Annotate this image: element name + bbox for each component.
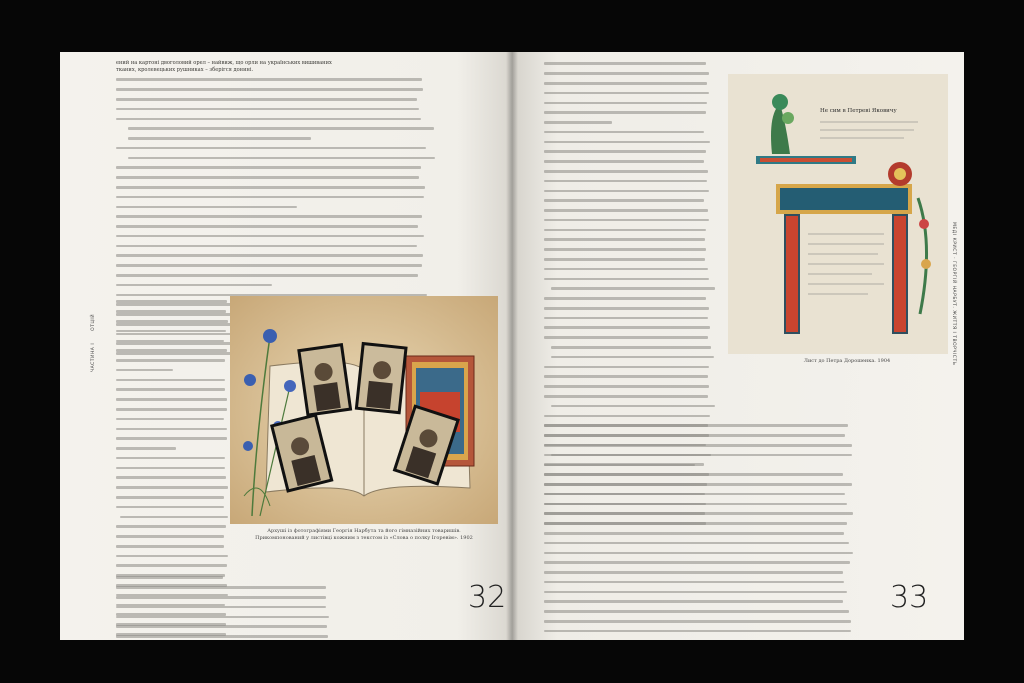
text-line — [116, 98, 428, 105]
text-line — [116, 320, 228, 327]
text-line — [544, 552, 854, 559]
text-line — [544, 229, 710, 236]
text-line — [544, 92, 710, 99]
text-line — [544, 424, 854, 431]
text-line — [544, 160, 710, 167]
text-line — [116, 635, 332, 640]
text-line — [116, 176, 428, 183]
left-running-head — [91, 314, 96, 372]
text-line — [544, 190, 710, 197]
text-line — [544, 532, 854, 539]
text-line — [544, 219, 710, 226]
text-line — [544, 336, 710, 343]
text-line — [544, 522, 854, 529]
text-line — [116, 525, 228, 532]
text-line — [544, 258, 710, 265]
text-line — [544, 620, 854, 627]
text-line — [116, 447, 228, 454]
text-line — [116, 555, 228, 562]
text-line — [116, 108, 428, 115]
runner-section: ЧАСТИНА I — [91, 342, 96, 372]
text-line — [116, 235, 428, 242]
text-line — [116, 284, 428, 291]
left-page — [60, 52, 512, 640]
text-line — [116, 596, 332, 603]
text-line — [544, 287, 710, 294]
text-line — [544, 248, 710, 255]
text-line — [544, 199, 710, 206]
letter-illustration — [728, 74, 948, 354]
text-line — [544, 209, 710, 216]
text-line — [116, 254, 428, 261]
right-page — [512, 52, 964, 640]
magazine-spread — [60, 52, 964, 640]
text-line — [116, 206, 428, 213]
text-line — [544, 278, 710, 285]
text-line — [116, 196, 428, 203]
text-line — [544, 111, 710, 118]
text-line — [116, 310, 228, 317]
text-line — [116, 388, 228, 395]
text-line — [544, 170, 710, 177]
text-line — [116, 428, 228, 435]
text-line — [116, 349, 228, 356]
text-line — [116, 274, 428, 281]
text-line — [544, 366, 710, 373]
text-line — [544, 180, 710, 187]
letter-caption: Лист до Петра Дорошенка. 1904 — [803, 358, 891, 364]
text-line — [544, 141, 710, 148]
right-body-text-bottom — [544, 422, 854, 640]
text-line — [116, 467, 228, 474]
text-line — [544, 591, 854, 598]
left-opening-text — [116, 60, 428, 75]
text-line — [116, 616, 332, 623]
text-line — [544, 238, 710, 245]
text-line — [116, 369, 228, 376]
text-line — [116, 300, 228, 307]
text-line — [544, 317, 710, 324]
text-line — [544, 326, 710, 333]
text-line — [116, 157, 428, 164]
text-line — [116, 359, 228, 366]
text-line — [544, 72, 710, 79]
text-line — [544, 131, 710, 138]
text-line — [116, 516, 228, 523]
text-line — [116, 379, 228, 386]
text-line — [116, 245, 428, 252]
text-line — [544, 571, 854, 578]
text-line — [116, 118, 428, 125]
text-line — [116, 147, 428, 154]
text-line — [544, 395, 710, 402]
text-line — [116, 606, 332, 613]
text-line — [544, 375, 710, 382]
text-line — [116, 586, 332, 593]
portrait-photo-1 — [297, 343, 352, 417]
text-line — [544, 62, 710, 69]
text-line — [544, 503, 854, 510]
text-line — [116, 88, 428, 95]
text-line — [544, 454, 854, 461]
text-line — [544, 434, 854, 441]
text-line — [116, 535, 228, 542]
caption-line: Прикомпонований у листівці кожним з текстом із «Слова о полку Ігоревім». 1902 — [255, 535, 473, 541]
text-line — [544, 385, 710, 392]
text-line — [116, 476, 228, 483]
text-line — [116, 545, 228, 552]
text-line — [116, 408, 228, 415]
text-line — [116, 225, 428, 232]
text-line — [544, 307, 710, 314]
album-photo-illustration — [230, 296, 498, 524]
text-line — [116, 186, 428, 193]
right-running-head — [951, 222, 956, 365]
text-line — [544, 150, 710, 157]
text-line — [116, 398, 228, 405]
text-line — [544, 600, 854, 607]
text-line — [116, 127, 428, 134]
text-line — [544, 346, 710, 353]
text-line — [544, 483, 854, 490]
text-line — [116, 330, 228, 337]
text-line — [116, 166, 428, 173]
runner-chapter: ОТЦІЙ — [91, 313, 96, 331]
text-line — [116, 486, 228, 493]
text-line — [116, 457, 228, 464]
photo-collage — [230, 296, 498, 524]
text-line: тканих, кролевецьких рушниках – зберігся донині. — [116, 67, 254, 74]
text-line — [544, 356, 710, 363]
text-line — [116, 576, 332, 583]
text-line — [116, 437, 228, 444]
photo-caption — [232, 528, 496, 542]
text-line — [544, 268, 710, 275]
text-line — [544, 444, 854, 451]
text-line — [544, 542, 854, 549]
text-line — [544, 610, 854, 617]
text-line — [116, 496, 228, 503]
text-line — [544, 464, 854, 471]
text-line — [116, 137, 428, 144]
text-line — [116, 506, 228, 513]
text-line — [544, 82, 710, 89]
text-line — [544, 473, 854, 480]
text-line — [544, 415, 710, 422]
text-line — [116, 215, 428, 222]
text-line — [116, 625, 332, 632]
text-line — [544, 121, 710, 128]
runner-title: МЕДІ КРИСТ · ГЕОРГІЙ НАРБУТ. ЖИТТЯ І ТВОРЧІСТЬ — [951, 222, 956, 366]
text-line — [116, 564, 228, 571]
text-line — [116, 340, 228, 347]
text-line — [116, 418, 228, 425]
right-page-number: 33 — [890, 580, 929, 615]
left-body-text-bottom — [116, 574, 332, 640]
caption-line: Архуші із фотографіями Георгія Нарбута та його гімназійних товаришів. — [267, 528, 461, 534]
text-line — [544, 102, 710, 109]
left-page-number: 32 — [468, 580, 507, 615]
text-line — [116, 264, 428, 271]
text-line — [544, 581, 854, 588]
book-gutter — [506, 52, 518, 640]
text-line — [544, 405, 710, 412]
manuscript-line: Не сим в Петреві Яковичу — [820, 108, 897, 114]
text-line — [544, 493, 854, 500]
text-line — [544, 561, 854, 568]
portrait-photo-2 — [355, 342, 408, 414]
illuminated-letter-image — [728, 74, 948, 354]
text-line — [544, 297, 710, 304]
text-line: ений на картоні двоголовий орел – найвиж, що орли на українських вишиваних — [116, 60, 332, 66]
text-line — [544, 512, 854, 519]
text-line — [544, 630, 854, 637]
text-line — [116, 78, 428, 85]
